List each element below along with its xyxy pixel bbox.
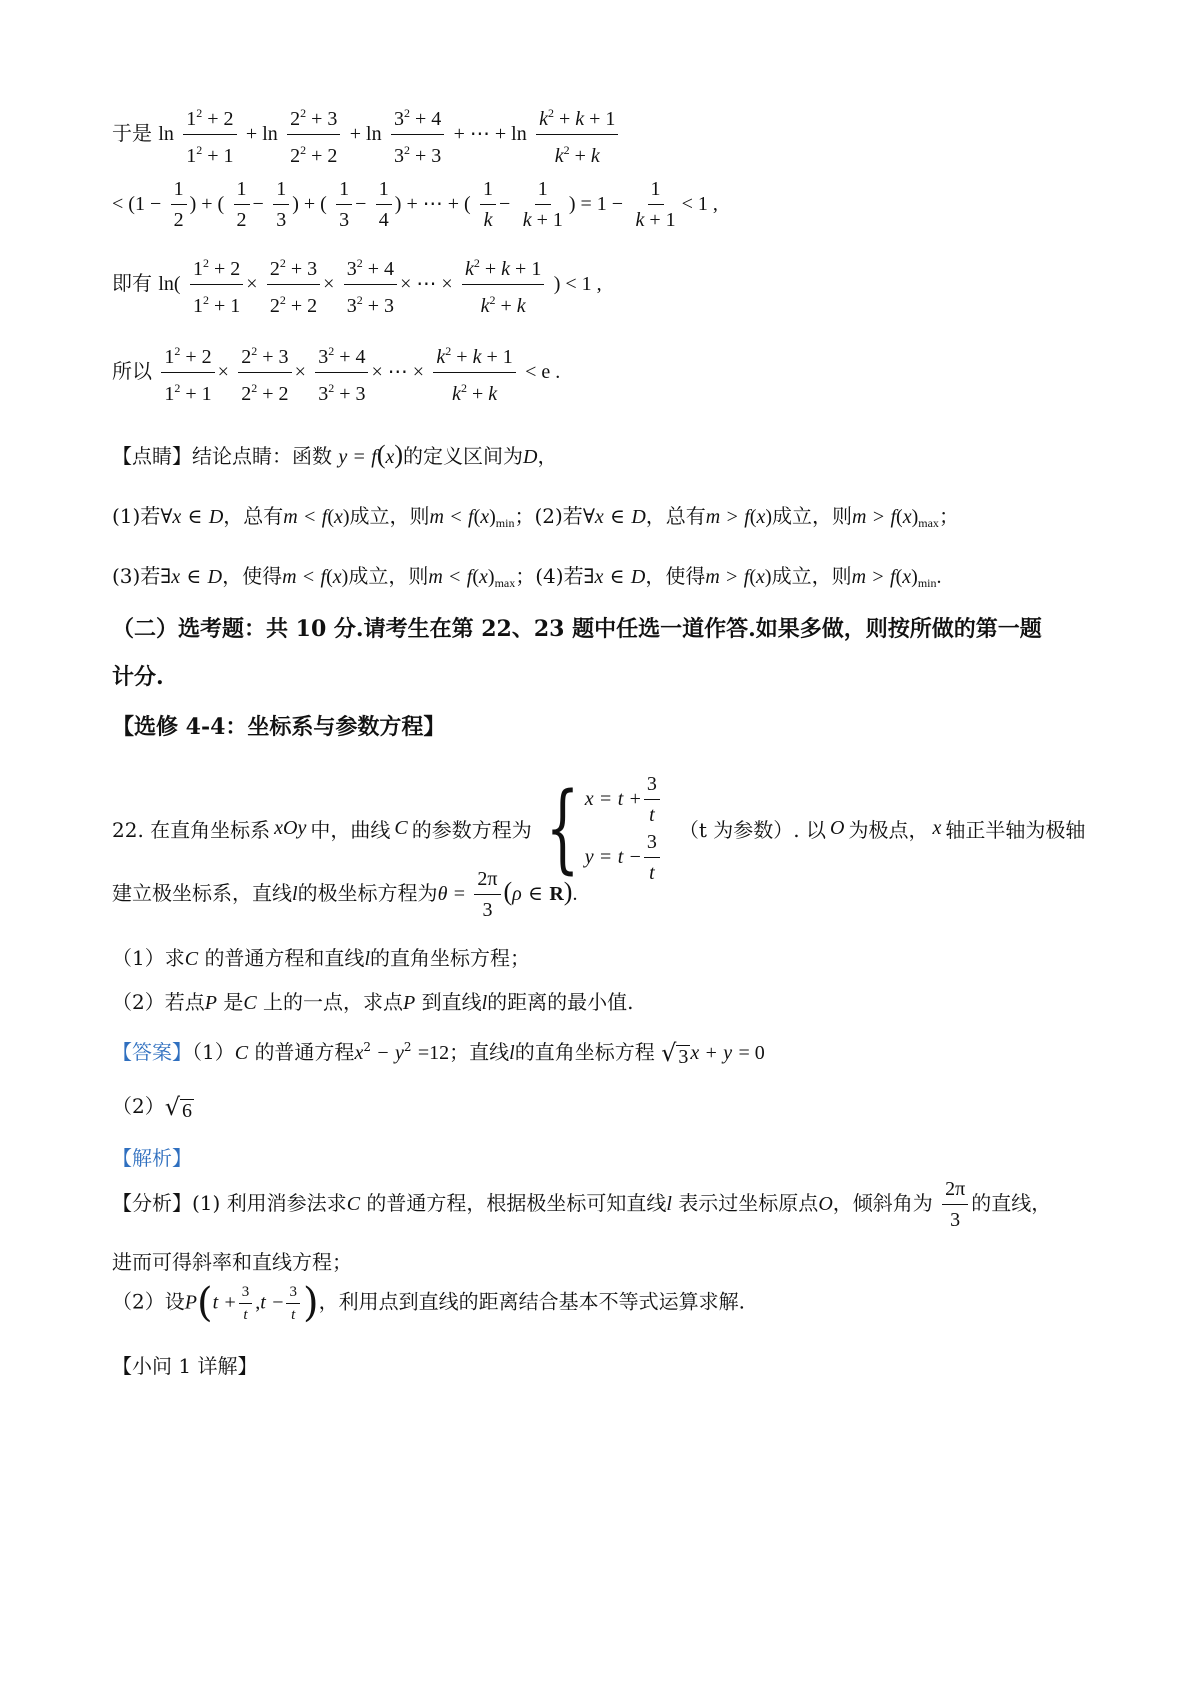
text: ，使得 bbox=[222, 564, 283, 588]
text: （2）设 bbox=[112, 1289, 185, 1314]
line-product: 所以 $\frac{1^2 + 2}{1^2 + 1}$ × $\frac{2^2 + 3}{2^2 + 2}$ × $\frac{3^2 + 4}{3^2 + 3}$ × ⋯ × $\frac{k^2 + k + 1}{k^2 + k}$ < e . bbox=[112, 338, 1100, 407]
text-prefix: 即有 bbox=[112, 271, 152, 295]
text: ，使得 bbox=[645, 564, 706, 588]
text: 的距离的最小值. bbox=[487, 990, 634, 1014]
text: 结论点睛：函数 bbox=[192, 444, 332, 468]
text: 到直线 bbox=[421, 990, 482, 1014]
text: ，总有 bbox=[645, 504, 706, 528]
text: （t 为参数）. 以 bbox=[678, 817, 826, 842]
dianjing-line: 【点睛】结论点睛：函数 y = f(x)的定义区间为D， bbox=[112, 440, 558, 469]
text: 成立，则 bbox=[771, 564, 852, 588]
text: 表示过坐标原点 bbox=[678, 1191, 819, 1215]
text: （2） bbox=[112, 1094, 165, 1118]
text: 的直线， bbox=[971, 1191, 1052, 1215]
text: 成立，则 bbox=[348, 564, 429, 588]
text: (1)若 bbox=[112, 504, 161, 528]
text: 成立，则 bbox=[772, 504, 853, 528]
line-sum-ln: 于是 ln $\frac{1^2 + 2}{1^2 + 1}$ + ln $\frac{2^2 + 3}{2^2 + 2}$ + ln $\frac{3^2 + 4}{3^2 + 3}$ + ⋯ + ln $\frac{k^2 + k + 1}{k^2 + k}$ bbox=[112, 100, 1100, 169]
dianjing-label: 【点睛】 bbox=[112, 444, 192, 468]
text-prefix: 于是 bbox=[112, 121, 152, 145]
text: 成立，则 bbox=[349, 504, 430, 528]
text: (4)若 bbox=[535, 564, 584, 588]
section-heading-cont: 计分. bbox=[112, 664, 164, 690]
text: 的极坐标方程为 bbox=[297, 881, 438, 905]
text: 22. 在直角坐标系 bbox=[112, 817, 271, 842]
text: 中，曲线 bbox=[310, 817, 391, 842]
section-heading: （二）选考题：共 10 分.请考生在第 22、23 题中任选一道作答.如果多做，则按所做的第一题 bbox=[112, 616, 1042, 642]
analysis-line-3: （2）设P(t + $\frac{3}{t}$ ,t − $\frac{3}{t}$ )，利用点到直线的距离结合基本不等式运算求解. bbox=[112, 1280, 745, 1326]
text: ；直线 bbox=[449, 1040, 510, 1064]
text: ，倾斜角为 bbox=[832, 1191, 933, 1215]
text: ，总有 bbox=[223, 504, 284, 528]
text: 的直角坐标方程 bbox=[514, 1040, 655, 1064]
jiexi-label: 【解析】 bbox=[112, 1146, 192, 1170]
parametric-system: { x = t + $\frac{3}{t}$ y = t − $\frac{3}{t}$ bbox=[532, 770, 663, 886]
analysis-line-2: 进而可得斜率和直线方程； bbox=[112, 1250, 352, 1274]
text: 轴正半轴为极轴 bbox=[945, 817, 1086, 842]
text: 的普通方程，根据极坐标可知直线 bbox=[366, 1191, 667, 1215]
sub-question-heading: 【小问 1 详解】 bbox=[112, 1354, 258, 1378]
condition-line-1: (1)若∀x ∈ D，总有m < f(x)成立，则$m < f(x)_{min}$；(2)若∀x ∈ D，总有m > f(x)成立，则$m > f(x)_{max}$； bbox=[112, 504, 959, 530]
text: 的定义区间为 bbox=[403, 444, 524, 468]
text: 的直角坐标方程； bbox=[370, 946, 530, 970]
answer-line-1: 【答案】（1）C 的普通方程$x^2 - y^2 =12$；直线l的直角坐标方程 √ 3 x + y = 0 bbox=[112, 1038, 765, 1068]
elective-heading: 【选修 4-4：坐标系与参数方程】 bbox=[112, 714, 446, 740]
text: （1）求 bbox=[112, 946, 185, 970]
line-telescoping: < (1 − $\frac{1}{2}$ ) + ( $\frac{1}{2}$ − $\frac{1}{3}$ ) + ( $\frac{1}{3}$ − $\frac{1}{4}$ ) + ⋯ + ( $\frac{1}{k}$ − $\frac{1}{k + 1}$ ) = 1 − $\frac{1}{k + 1}$ < 1 , bbox=[112, 178, 718, 231]
text: 建立极坐标系，直线 bbox=[112, 881, 292, 905]
text: 为极点， bbox=[848, 817, 929, 842]
text: 的普通方程 bbox=[254, 1040, 355, 1064]
question-22-part-1: （1）求C 的普通方程和直线l的直角坐标方程； bbox=[112, 946, 530, 970]
text-prefix: 所以 bbox=[112, 359, 152, 383]
text: ，利用点到直线的距离结合基本不等式运算求解. bbox=[318, 1289, 745, 1314]
text: 的参数方程为 bbox=[411, 817, 532, 842]
question-22-line-2: 建立极坐标系，直线l的极坐标方程为θ = $\frac{2\pi}{3}$ (ρ ∈ R). bbox=[112, 868, 578, 921]
line-product-ln: 即有 ln( $\frac{1^2 + 2}{1^2 + 1}$ × $\frac{2^2 + 3}{2^2 + 2}$ × $\frac{3^2 + 4}{3^2 + 3}$ × ⋯ × $\frac{k^2 + k + 1}{k^2 + k}$ ) < 1 , bbox=[112, 250, 1100, 319]
fenxi-label: 【分析】 bbox=[112, 1191, 192, 1215]
analysis-line-1: 【分析】(1) 利用消参法求C 的普通方程，根据极坐标可知直线l 表示过坐标原点O，倾斜角为 $\frac{2\pi}{3}$ 的直线， bbox=[112, 1178, 1052, 1231]
answer-line-2: （2） √ 6 bbox=[112, 1092, 193, 1122]
text: （2）若点 bbox=[112, 990, 205, 1014]
text: (3)若 bbox=[112, 564, 161, 588]
text: (1) 利用消参法求 bbox=[192, 1191, 347, 1215]
text: 上的一点，求点 bbox=[263, 990, 404, 1014]
text: (2)若 bbox=[534, 504, 583, 528]
question-22-part-2: （2）若点P 是C 上的一点，求点P 到直线l的距离的最小值. bbox=[112, 990, 634, 1014]
text: （1） bbox=[192, 1040, 235, 1064]
text: ； bbox=[514, 504, 535, 528]
condition-line-2: (3)若∃x ∈ D，使得m < f(x)成立，则$m < f(x)_{max}$；(4)若∃x ∈ D，使得m > f(x)成立，则$m > f(x)_{min}$. bbox=[112, 564, 942, 590]
question-22-line: 22. 在直角坐标系 xOy 中，曲线 C 的参数方程为 { x = t + $\frac{3}{t}$ y = t − $\frac{3}{t}$ （t 为参数）. 以 O 为极点， x 轴正半轴为极轴 bbox=[112, 772, 1086, 884]
answer-label: 【答案】 bbox=[112, 1040, 192, 1064]
text: 的普通方程和直线 bbox=[204, 946, 365, 970]
text: 是 bbox=[223, 990, 244, 1014]
